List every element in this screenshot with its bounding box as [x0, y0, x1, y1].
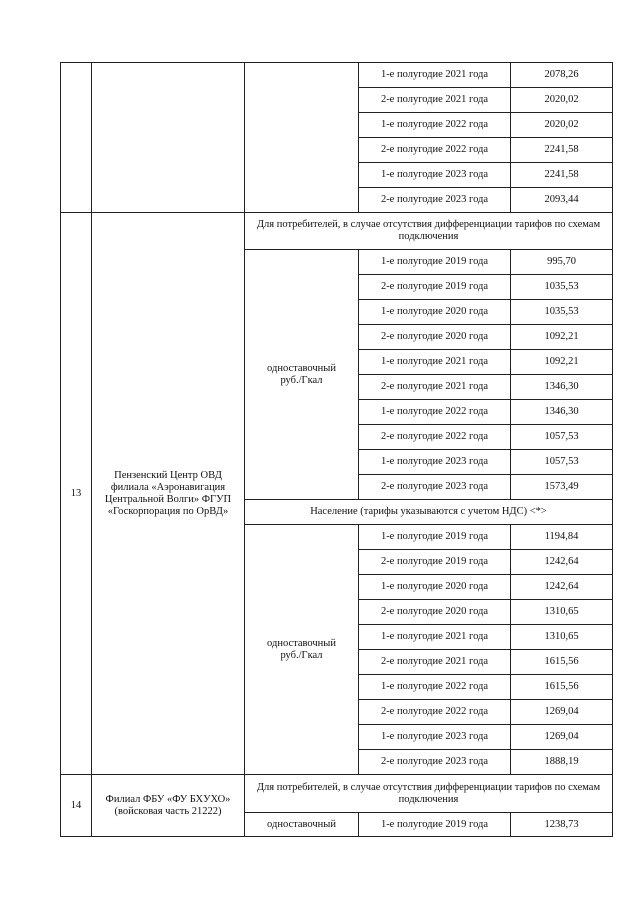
period-cell: 1-е полугодие 2021 года	[359, 350, 511, 375]
period-cell: 2-е полугодие 2023 года	[359, 188, 511, 213]
value-cell: 1092,21	[511, 350, 613, 375]
tariff-type: одноставочный	[267, 637, 336, 649]
period-cell: 1-е полугодие 2022 года	[359, 113, 511, 138]
period-cell: 2-е полугодие 2022 года	[359, 138, 511, 163]
value-cell: 1238,73	[511, 813, 613, 837]
value-cell: 2241,58	[511, 138, 613, 163]
tariff-type-cell: одноставочный	[245, 813, 359, 837]
period-cell: 2-е полугодие 2022 года	[359, 425, 511, 450]
period-cell: 1-е полугодие 2023 года	[359, 725, 511, 750]
period-cell: 1-е полугодие 2020 года	[359, 575, 511, 600]
section-header: Население (тарифы указываются с учетом НДС) <*>	[245, 500, 613, 525]
value-cell: 1035,53	[511, 275, 613, 300]
value-cell: 1092,21	[511, 325, 613, 350]
period-cell: 1-е полугодие 2023 года	[359, 450, 511, 475]
value-cell: 1035,53	[511, 300, 613, 325]
period-cell: 2-е полугодие 2021 года	[359, 375, 511, 400]
period-cell: 2-е полугодие 2019 года	[359, 550, 511, 575]
value-cell: 995,70	[511, 250, 613, 275]
period-cell: 2-е полугодие 2020 года	[359, 325, 511, 350]
tariff-unit: руб./Гкал	[280, 374, 323, 386]
tariff-type-cell	[245, 250, 359, 500]
tariff-type-cell	[245, 525, 359, 775]
org-cell	[92, 63, 245, 213]
tariff-unit: руб./Гкал	[280, 649, 323, 661]
value-cell: 2020,02	[511, 113, 613, 138]
value-cell: 1269,04	[511, 725, 613, 750]
period-cell: 2-е полугодие 2023 года	[359, 750, 511, 775]
value-cell: 1057,53	[511, 450, 613, 475]
period-cell: 2-е полугодие 2021 года	[359, 88, 511, 113]
value-cell: 2078,26	[511, 63, 613, 88]
value-cell: 1346,30	[511, 400, 613, 425]
org-cell: Пензенский Центр ОВД филиала «Аэронавигация Центральной Волги» ФГУП «Госкорпорация по ОрВД»	[92, 213, 245, 775]
period-cell: 1-е полугодие 2022 года	[359, 675, 511, 700]
period-cell: 1-е полугодие 2019 года	[359, 525, 511, 550]
period-cell: 2-е полугодие 2019 года	[359, 275, 511, 300]
tariff-type-cell	[245, 63, 359, 213]
period-cell: 2-е полугодие 2020 года	[359, 600, 511, 625]
value-cell: 2020,02	[511, 88, 613, 113]
value-cell: 2241,58	[511, 163, 613, 188]
tariff-table-body	[61, 63, 613, 837]
period-cell: 1-е полугодие 2022 года	[359, 400, 511, 425]
period-cell: 1-е полугодие 2021 года	[359, 63, 511, 88]
period-cell: 1-е полугодие 2019 года	[359, 813, 511, 837]
tariff-table	[60, 62, 613, 837]
value-cell: 1194,84	[511, 525, 613, 550]
number-cell: 13	[61, 213, 92, 775]
value-cell: 1615,56	[511, 675, 613, 700]
period-cell: 1-е полугодие 2023 года	[359, 163, 511, 188]
value-cell: 1573,49	[511, 475, 613, 500]
value-cell: 1346,30	[511, 375, 613, 400]
section-header-row	[61, 213, 613, 250]
value-cell: 1310,65	[511, 625, 613, 650]
org-cell: Филиал ФБУ «ФУ БХУХО» (войсковая часть 21222)	[92, 775, 245, 837]
number-cell	[61, 63, 92, 213]
value-cell: 2093,44	[511, 188, 613, 213]
value-cell: 1057,53	[511, 425, 613, 450]
period-cell: 2-е полугодие 2021 года	[359, 650, 511, 675]
period-cell: 1-е полугодие 2019 года	[359, 250, 511, 275]
value-cell: 1615,56	[511, 650, 613, 675]
period-cell: 1-е полугодие 2021 года	[359, 625, 511, 650]
period-cell: 2-е полугодие 2023 года	[359, 475, 511, 500]
value-cell: 1269,04	[511, 700, 613, 725]
section-header-row	[61, 775, 613, 813]
section-header: Для потребителей, в случае отсутствия дифференциации тарифов по схемам подключения	[245, 213, 613, 250]
period-cell: 1-е полугодие 2020 года	[359, 300, 511, 325]
value-cell: 1242,64	[511, 575, 613, 600]
value-cell: 1310,65	[511, 600, 613, 625]
section-header: Для потребителей, в случае отсутствия дифференциации тарифов по схемам подключения	[245, 775, 613, 813]
tariff-type: одноставочный	[267, 362, 336, 374]
number-cell: 14	[61, 775, 92, 837]
table-row	[61, 63, 613, 88]
period-cell: 2-е полугодие 2022 года	[359, 700, 511, 725]
value-cell: 1888,19	[511, 750, 613, 775]
value-cell: 1242,64	[511, 550, 613, 575]
